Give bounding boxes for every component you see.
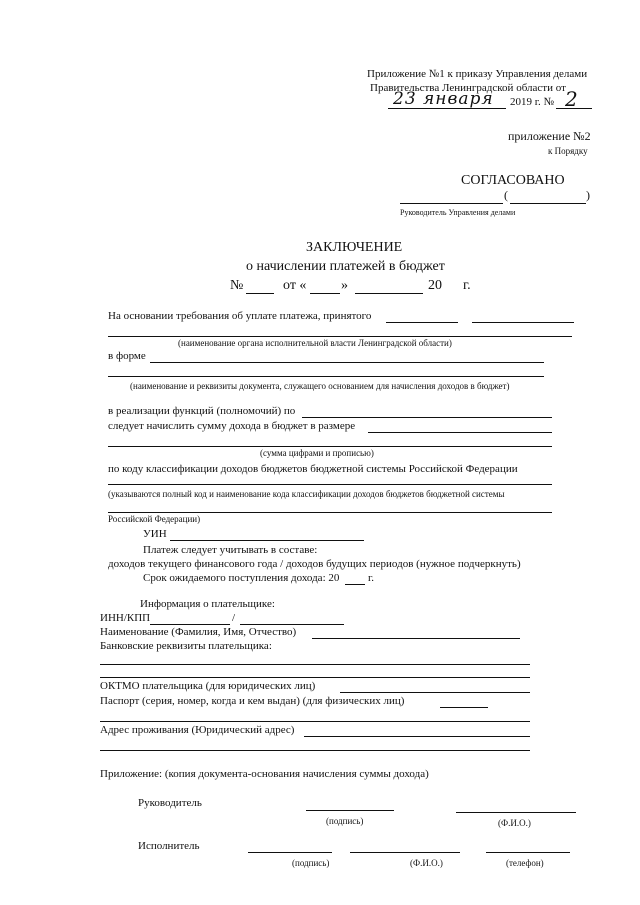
organ-line (108, 336, 572, 337)
inn-line (150, 624, 230, 625)
payer-name-label: Наименование (Фамилия, Имя, Отчество) (100, 626, 297, 638)
basis-line-1 (386, 322, 458, 323)
document-title: ЗАКЛЮЧЕНИЕ (306, 240, 403, 255)
basis-line-2 (472, 322, 574, 323)
order-year-number: 2019 г. № (510, 96, 555, 108)
classification-line-2 (108, 512, 552, 513)
address-label: Адрес проживания (Юридический адрес) (100, 724, 295, 736)
payment-composition-label: Платеж следует учитывать в составе: (143, 544, 318, 556)
uin-line (170, 540, 364, 541)
approval-paren-open: ( (504, 188, 508, 202)
payer-info-title: Информация о плательщике: (140, 598, 275, 610)
title-from-label: от « (283, 278, 307, 293)
functions-line (302, 417, 552, 418)
organ-caption: (наименование органа исполнительной власти Ленинградской области) (178, 338, 452, 348)
passport-line-2 (100, 721, 530, 722)
oktmo-line (340, 692, 530, 693)
head-signature-caption: (подпись) (326, 816, 364, 826)
document-caption: (наименование и реквизиты документа, служащего основанием для начисления доходов в бюджет) (130, 381, 510, 391)
in-form-label: в форме (108, 350, 146, 362)
executor-fio-caption: (Ф.И.О.) (410, 858, 443, 868)
approval-paren-close: ) (586, 188, 590, 202)
approval-caption: Руководитель Управления делами (400, 208, 516, 217)
classification-label: по коду классификации доходов бюджетов бюджетной системы Российской Федерации (108, 463, 518, 475)
accrue-label: следует начислить сумму дохода в бюджет в размере (108, 420, 356, 432)
payer-name-line (312, 638, 520, 639)
address-line-1 (304, 736, 530, 737)
bank-details-label: Банковские реквизиты плательщика: (100, 640, 272, 652)
term-year-line (345, 584, 365, 585)
uin-label: УИН (143, 528, 167, 540)
inn-slash: / (232, 612, 236, 624)
executor-phone-line (486, 852, 570, 853)
appendix-subtitle: к Порядку (548, 146, 588, 156)
classification-caption-cont: Российской Федерации) (108, 514, 201, 524)
approval-title: СОГЛАСОВАНО (461, 173, 565, 188)
head-fio-line (456, 812, 576, 813)
inn-label: ИНН/КПП (100, 612, 151, 624)
sum-caption: (сумма цифрами и прописью) (260, 448, 374, 458)
basis-text: На основании требования об уплате платежа, принятого (108, 310, 372, 322)
address-line-2 (100, 750, 530, 751)
sum-line (108, 446, 552, 447)
bank-line-2 (100, 677, 530, 678)
handwritten-order-number: 2 (565, 87, 579, 111)
bank-line-1 (100, 664, 530, 665)
head-label: Руководитель (138, 797, 202, 809)
head-signature-line (306, 810, 394, 811)
order-reference-line2: Правительства Ленинградской области от (370, 82, 566, 94)
title-month-line (355, 293, 423, 294)
passport-line (440, 707, 488, 708)
approval-signature-line (400, 203, 503, 204)
order-number-underline (556, 108, 592, 109)
title-day-line (310, 293, 340, 294)
attachment-text: Приложение: (копия документа-основания начисления суммы дохода) (100, 768, 429, 780)
functions-label: в реализации функций (полномочий) по (108, 405, 296, 417)
date-underline (388, 108, 506, 109)
executor-phone-caption: (телефон) (506, 858, 544, 868)
oktmo-label: ОКТМО плательщика (для юридических лиц) (100, 680, 316, 692)
term-suffix: г. (368, 572, 375, 584)
kpp-line (240, 624, 344, 625)
executor-signature-line (248, 852, 332, 853)
title-year-prefix: 20 (428, 278, 442, 293)
executor-label: Исполнитель (138, 840, 200, 852)
executor-signature-caption: (подпись) (292, 858, 330, 868)
executor-fio-line (350, 852, 460, 853)
passport-label: Паспорт (серия, номер, когда и кем выдан) (для физических лиц) (100, 695, 405, 707)
approval-name-line (510, 203, 586, 204)
classification-caption: (указываются полный код и наименование кода классификации доходов бюджетов бюджетной системы (108, 489, 505, 499)
accrue-line (368, 432, 552, 433)
document-subtitle: о начислении платежей в бюджет (246, 259, 445, 274)
title-quote-close: » (341, 278, 348, 293)
classification-line (108, 484, 552, 485)
head-fio-caption: (Ф.И.О.) (498, 818, 531, 828)
income-type-text: доходов текущего финансового года / доходов будущих периодов (нужное подчеркнуть) (108, 558, 521, 570)
term-label: Срок ожидаемого поступления дохода: 20 (143, 572, 340, 584)
document-line (108, 376, 544, 377)
title-number-sign: № (230, 278, 244, 293)
appendix-title: приложение №2 (508, 129, 591, 143)
handwritten-date: 23 января (393, 89, 494, 109)
title-number-line (246, 293, 274, 294)
title-year-suffix: г. (463, 278, 471, 293)
in-form-line (150, 362, 544, 363)
order-reference-line1: Приложение №1 к приказу Управления делами (367, 68, 588, 80)
